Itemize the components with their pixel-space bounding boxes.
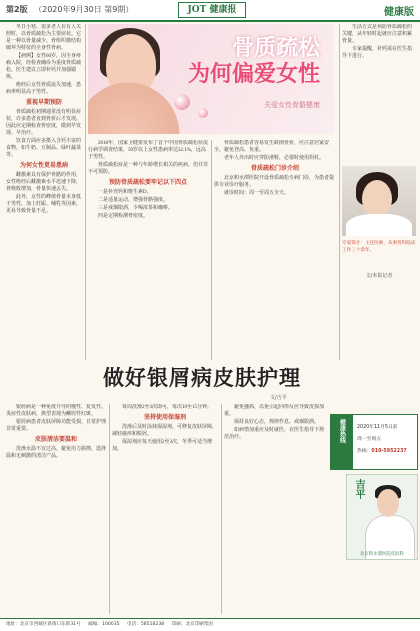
article-paragraph: 此外，女性的峰值骨量本身低于男性，加上妊娠、哺乳等因素，更易导致骨量不足。	[6, 195, 82, 214]
column-divider	[221, 404, 222, 614]
footer-phone: 电话：58518238	[127, 622, 165, 627]
middle-article	[88, 140, 208, 360]
article-paragraph: 避免搔抓，以免引起同形反应导致皮损加重。	[224, 405, 325, 417]
notice-band	[331, 415, 353, 469]
masthead-logo: JOT 健康报	[178, 2, 246, 18]
column-divider	[109, 404, 110, 614]
hero-subtitle: 关爱女性骨骼健康	[264, 101, 320, 109]
article-subhead: 预防骨质疏松要牢记以下四点	[108, 180, 187, 186]
hero-title-line2: 为何偏爱女性	[187, 62, 320, 87]
phone-number: 010-5952237	[371, 449, 407, 454]
expert-coat	[346, 214, 412, 236]
article-subhead: 坚持使用保湿剂	[143, 415, 186, 421]
article-paragraph: 保持良好心态，规律作息，戒烟限酒。	[234, 420, 320, 425]
doctor-photo-box	[346, 474, 418, 560]
section-title: 健康版	[384, 7, 414, 18]
article-subhead: 骨质疏松门诊介绍	[250, 166, 299, 172]
article-paragraph: 如病情加重应及时就医，在医生指导下规范治疗。	[224, 428, 325, 440]
article-paragraph: 每周洗澡2至3次即可，每次10至15分钟。	[122, 405, 213, 410]
article-paragraph: 绝经后女性骨质流失加速，患病率明显高于男性。	[6, 83, 82, 95]
doctor-face	[377, 489, 399, 517]
bottom-article-col2	[112, 404, 218, 614]
expert-face	[362, 180, 392, 218]
right-article	[214, 140, 336, 360]
issue-info	[6, 4, 133, 15]
bone-sphere-icon	[198, 108, 208, 118]
notice-line: 2020年11月5日前	[357, 425, 398, 430]
article-paragraph: 骨质疏松患者容易发生跌倒骨折，应注意居家安全，避免登高、负重。	[214, 141, 330, 153]
phone-label: 热线：	[357, 449, 372, 454]
issue-date: （2020年9月30日 第9期）	[34, 5, 134, 14]
article-paragraph: 骨质疏松初期通常没有明显症状，许多患者直到骨折后才发现。因此应定期检查骨密度，做到早发现、早治疗。	[6, 110, 82, 136]
article-paragraph: 冬日小寒，很多老人在有人关照时，以骨质疏松为主要症状。它是一种以骨量减少、骨组织微结构破坏为特征的全身性骨病。	[6, 25, 82, 51]
page-number: 第2版	[6, 5, 28, 14]
bottom-article-col3	[224, 404, 326, 614]
article-headline: 做好银屑病皮肤护理	[103, 365, 301, 390]
notice-line: 周一至周五	[357, 437, 381, 442]
article-paragraph: 雌激素具有保护骨骼的作用，女性绝经后雌激素水平迅速下降，骨吸收增加，骨量快速丢失。	[6, 173, 82, 192]
article-paragraph: 【病例】女性60岁，因全身疼痛入院，经检查确诊为重度骨质疏松，医生建议立即补钙并加强锻炼。	[6, 54, 82, 80]
notice-label: 健康热线	[338, 419, 346, 443]
article-paragraph: 一是补充钙和维生素D。	[98, 190, 152, 195]
article-paragraph: 二是适量运动，增强骨骼强度。	[98, 198, 169, 203]
article-subhead: 为何女性更易患病	[19, 163, 68, 169]
footer-address: 地址：北京市西城区新街口东街31号	[6, 622, 81, 627]
hero-banner	[88, 24, 334, 134]
footer-printer: 印刷：北京印刷集团	[171, 622, 214, 627]
sidebar-article	[342, 24, 416, 162]
footer-postcode: 邮编：100035	[88, 622, 120, 627]
expert-caption: 专家简介：主任医师，从事骨科临床工作三十余年。	[342, 240, 416, 252]
doctor-name: 吉平	[353, 479, 364, 499]
notice-line	[357, 447, 407, 454]
doctor-affiliation: 北京积水潭医院皮肤科	[360, 552, 404, 557]
page-footer	[0, 618, 420, 631]
article-subhead: 皮肤清洁要温和	[34, 437, 77, 443]
article-paragraph: 专家提醒，补钙需在医生指导下进行。	[342, 47, 413, 59]
bone-sphere-icon	[174, 94, 190, 110]
article-paragraph: 2018年，国家卫健委发布了首个中国骨质疏松症流行病学调查结果，50岁以上女性患病率达32.1%，远高于男性。	[88, 141, 208, 160]
hero-title-line1: 骨质疏松	[231, 36, 320, 61]
article-paragraph: 生活方式是预防骨质疏松的关键，从年轻时起就应注意积累骨量。	[342, 25, 413, 44]
bottom-article-col1	[6, 404, 106, 614]
column-divider	[85, 24, 86, 360]
expert-photo	[342, 166, 416, 236]
article-paragraph: 保湿剂应每天使用2至3次，冬季可适当增加。	[112, 440, 213, 452]
article-paragraph: 老年人外出时应穿防滑鞋，必要时使用拐杖。	[224, 156, 325, 161]
article-paragraph: 洗澡后及时涂抹保湿剂，可修复皮肤屏障，减轻瘙痒和脱屑。	[112, 425, 218, 437]
article-paragraph: 骨质疏松症是一种与年龄增长相关的疾病，但并非不可预防。	[88, 163, 208, 175]
reporter-byline: 文/本报记者	[365, 273, 393, 279]
hero-title	[188, 36, 320, 88]
article-paragraph: 北京积水潭医院开设骨质疏松专病门诊，为患者提供专业诊疗服务。	[214, 176, 335, 188]
article-paragraph: 饮食方面应多摄入含钙丰富的食物，如牛奶、豆制品、绿叶蔬菜等。	[6, 139, 82, 158]
left-article	[6, 24, 82, 360]
woman-shoulder-illustration	[88, 74, 188, 134]
article-paragraph: 银屑病是一种免疫介导的慢性、复发性、炎症性皮肤病，典型表现为鳞屑性红斑。	[6, 405, 106, 417]
article-paragraph: 三是戒烟限酒，少喝浓茶和咖啡。	[98, 206, 174, 211]
article-paragraph: 洗澡水温不宜过高，避免用力搓擦，选择温和无刺激的清洁产品。	[6, 447, 106, 459]
article-paragraph: 就诊时间：周一至周五全天。	[224, 191, 290, 196]
article-paragraph: 四是定期检测骨密度。	[98, 214, 149, 219]
column-divider	[339, 24, 340, 360]
column-divider	[211, 140, 212, 360]
headline-byline: 文/吉平	[270, 395, 287, 401]
hotline-notice	[330, 414, 418, 470]
page-header	[0, 0, 420, 22]
article-paragraph: 银屑病患者皮肤屏障功能受损，日常护理非常重要。	[6, 420, 106, 432]
article-subhead: 重视早期预防	[25, 100, 62, 106]
